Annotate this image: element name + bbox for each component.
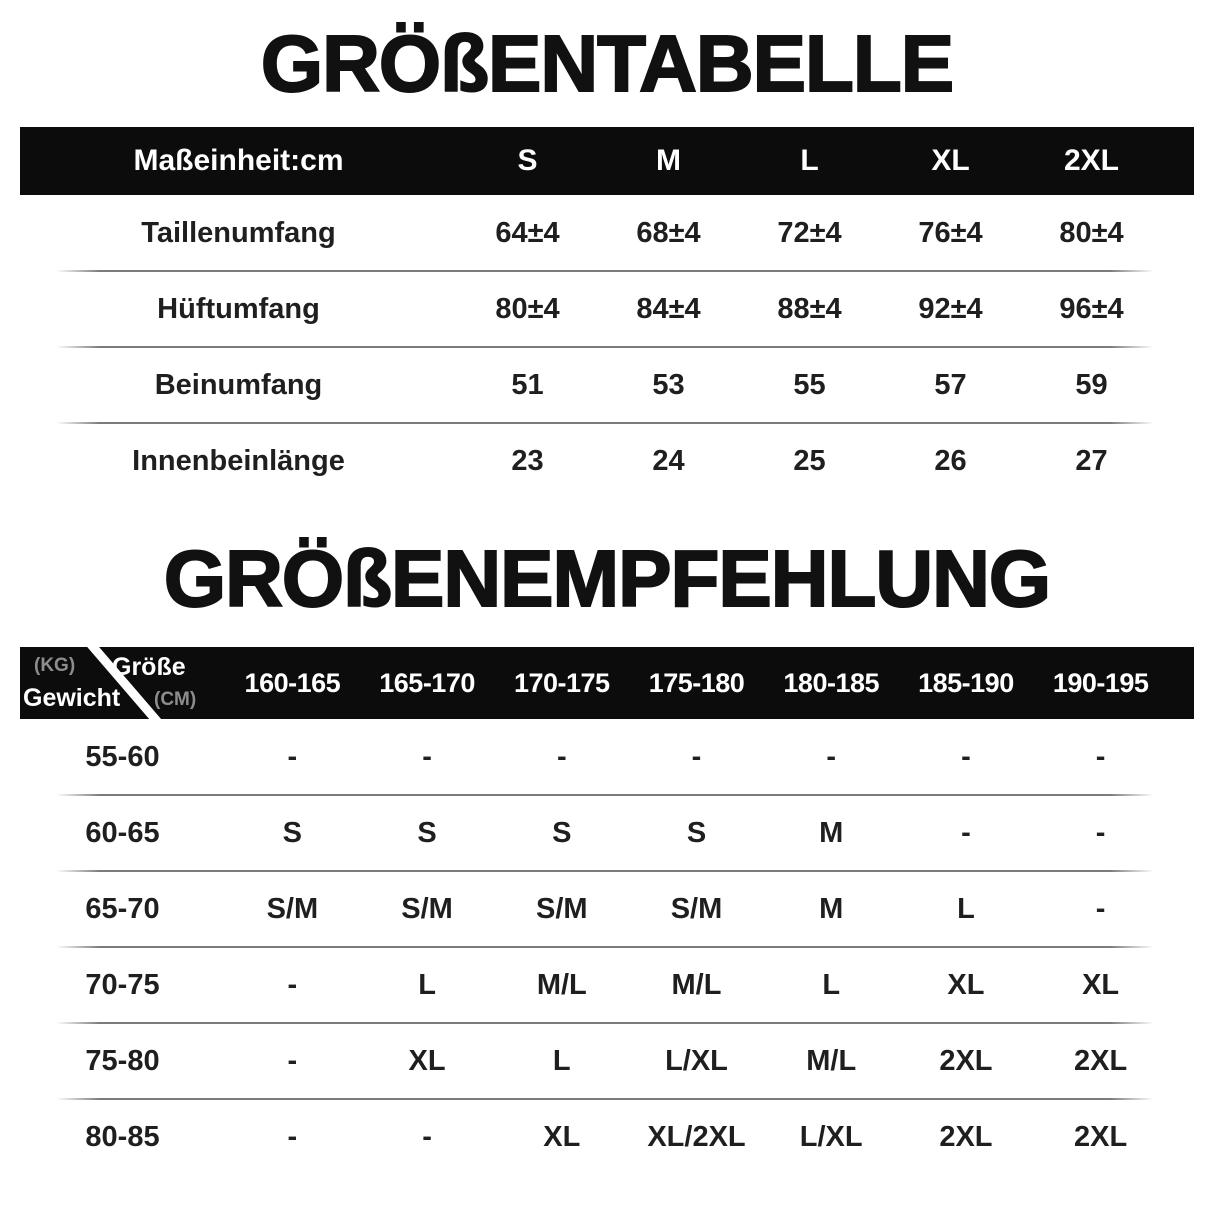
recommended-size-cell: -	[826, 740, 837, 773]
measurement-row	[20, 423, 1194, 499]
measurement-value-cell: 80±4	[495, 292, 560, 325]
corner-height-unit: (CM)	[154, 689, 197, 710]
recommended-size-cell: -	[422, 740, 432, 773]
recommended-size-cell: 2XL	[1074, 1044, 1128, 1077]
corner-cell	[20, 647, 225, 719]
recommendation-row	[20, 947, 1194, 1023]
measurement-value-cell: 76±4	[918, 216, 983, 249]
weight-range-label: 65-70	[85, 892, 160, 925]
recommendation-table	[20, 647, 1194, 1175]
measurement-row-label: Taillenumfang	[141, 216, 336, 249]
measurement-value-cell: 72±4	[777, 216, 842, 249]
recommended-size-cell: L	[552, 1044, 571, 1077]
measurement-value-cell: 53	[652, 368, 685, 401]
weight-range-label: 60-65	[85, 816, 160, 849]
measurement-row-label: Beinumfang	[154, 368, 323, 401]
recommendation-table-header	[20, 647, 1194, 719]
recommended-size-cell: S	[552, 816, 572, 849]
size-column-header: L	[800, 144, 819, 177]
recommended-size-cell: 2XL	[939, 1044, 993, 1077]
measurement-value-cell: 92±4	[918, 292, 983, 325]
recommended-size-cell: -	[287, 968, 298, 1001]
corner-weight-unit: (KG)	[34, 655, 76, 676]
measurement-row	[20, 347, 1194, 423]
recommended-size-cell: 2XL	[939, 1120, 993, 1153]
height-range-header: 160-165	[244, 667, 341, 698]
measurement-table	[20, 127, 1194, 499]
measurement-value-cell: 23	[511, 444, 544, 477]
height-range-header: 185-190	[918, 667, 1014, 698]
weight-range-label: 70-75	[85, 968, 160, 1001]
height-range-header: 175-180	[648, 667, 745, 698]
height-range-header: 180-185	[783, 667, 879, 698]
recommended-size-cell: XL	[947, 968, 985, 1001]
recommended-size-cell: S	[282, 816, 303, 849]
height-range-header: 165-170	[379, 667, 475, 698]
recommended-size-cell: -	[1095, 740, 1106, 773]
recommended-size-cell: -	[1095, 816, 1106, 849]
recommended-size-cell: M/L	[536, 968, 587, 1001]
unit-header-cell: Maßeinheit:cm	[133, 144, 344, 177]
measurement-row	[20, 271, 1194, 347]
height-range-header: 190-195	[1052, 667, 1149, 698]
recommended-size-cell: M	[819, 892, 844, 925]
recommended-size-cell: -	[422, 1120, 432, 1153]
measurement-value-cell: 68±4	[636, 216, 701, 249]
recommendation-row	[20, 1099, 1194, 1175]
measurement-value-cell: 51	[511, 368, 544, 401]
recommended-size-cell: L	[822, 968, 841, 1001]
recommended-size-cell: S/M	[401, 892, 453, 925]
measurement-row-label: Innenbeinlänge	[132, 444, 345, 477]
recommended-size-cell: S/M	[266, 892, 319, 925]
measurement-value-cell: 24	[652, 444, 685, 477]
size-column-header: 2XL	[1063, 144, 1120, 177]
weight-range-label: 80-85	[85, 1120, 160, 1153]
recommended-size-cell: S	[417, 816, 437, 849]
recommended-size-cell: L/XL	[665, 1044, 728, 1077]
recommended-size-cell: XL/2XL	[647, 1120, 746, 1153]
measurement-value-cell: 27	[1075, 444, 1108, 477]
height-range-header: 170-175	[513, 667, 610, 698]
recommended-size-cell: M/L	[671, 968, 722, 1001]
corner-height-label: Größe	[112, 653, 186, 681]
recommended-size-cell: M	[819, 816, 844, 849]
weight-range-label: 55-60	[85, 740, 160, 773]
recommended-size-cell: S/M	[670, 892, 723, 925]
recommended-size-cell: L	[418, 968, 436, 1001]
measurement-value-cell: 57	[934, 368, 967, 401]
recommended-size-cell: XL	[543, 1120, 581, 1153]
measurement-value-cell: 96±4	[1059, 292, 1124, 325]
recommendation-row	[20, 719, 1194, 795]
recommended-size-cell: -	[287, 1044, 298, 1077]
recommended-size-cell: S	[686, 816, 707, 849]
recommended-size-cell: -	[961, 816, 971, 849]
weight-range-label: 75-80	[85, 1044, 160, 1077]
recommended-size-cell: -	[1095, 892, 1106, 925]
measurement-value-cell: 64±4	[495, 216, 560, 249]
measurement-table-body	[20, 195, 1194, 499]
measurement-value-cell: 55	[793, 368, 826, 401]
measurement-value-cell: 80±4	[1059, 216, 1124, 249]
recommended-size-cell: M/L	[806, 1044, 857, 1077]
recommended-size-cell: -	[691, 740, 702, 773]
recommendation-row	[20, 795, 1194, 871]
recommendation-title: GRÖßENEMPFEHLUNG	[163, 534, 1051, 623]
corner-weight-label: Gewicht	[23, 684, 121, 712]
recommended-size-cell: L/XL	[799, 1120, 863, 1153]
size-table-title: GRÖßENTABELLE	[260, 19, 954, 108]
recommendation-row	[20, 871, 1194, 947]
recommended-size-cell: S/M	[536, 892, 588, 925]
measurement-row-label: Hüftumfang	[157, 292, 320, 325]
recommended-size-cell: -	[556, 740, 567, 773]
measurement-value-cell: 25	[793, 444, 826, 477]
recommended-size-cell: 2XL	[1074, 1120, 1128, 1153]
recommended-size-cell: XL	[1082, 968, 1120, 1001]
recommendation-row	[20, 1023, 1194, 1099]
measurement-value-cell: 84±4	[636, 292, 701, 325]
size-column-header: S	[517, 144, 538, 177]
recommended-size-cell: -	[287, 740, 298, 773]
measurement-value-cell: 59	[1075, 368, 1108, 401]
recommended-size-cell: -	[287, 1120, 298, 1153]
measurement-row	[20, 195, 1194, 271]
recommended-size-cell: XL	[408, 1044, 446, 1077]
recommended-size-cell: -	[961, 740, 971, 773]
size-column-header: XL	[931, 144, 970, 177]
recommended-size-cell: L	[957, 892, 975, 925]
measurement-table-header	[20, 127, 1194, 195]
size-column-header: M	[656, 144, 681, 177]
recommendation-table-body	[20, 719, 1194, 1175]
measurement-value-cell: 88±4	[777, 292, 842, 325]
measurement-value-cell: 26	[934, 444, 967, 477]
